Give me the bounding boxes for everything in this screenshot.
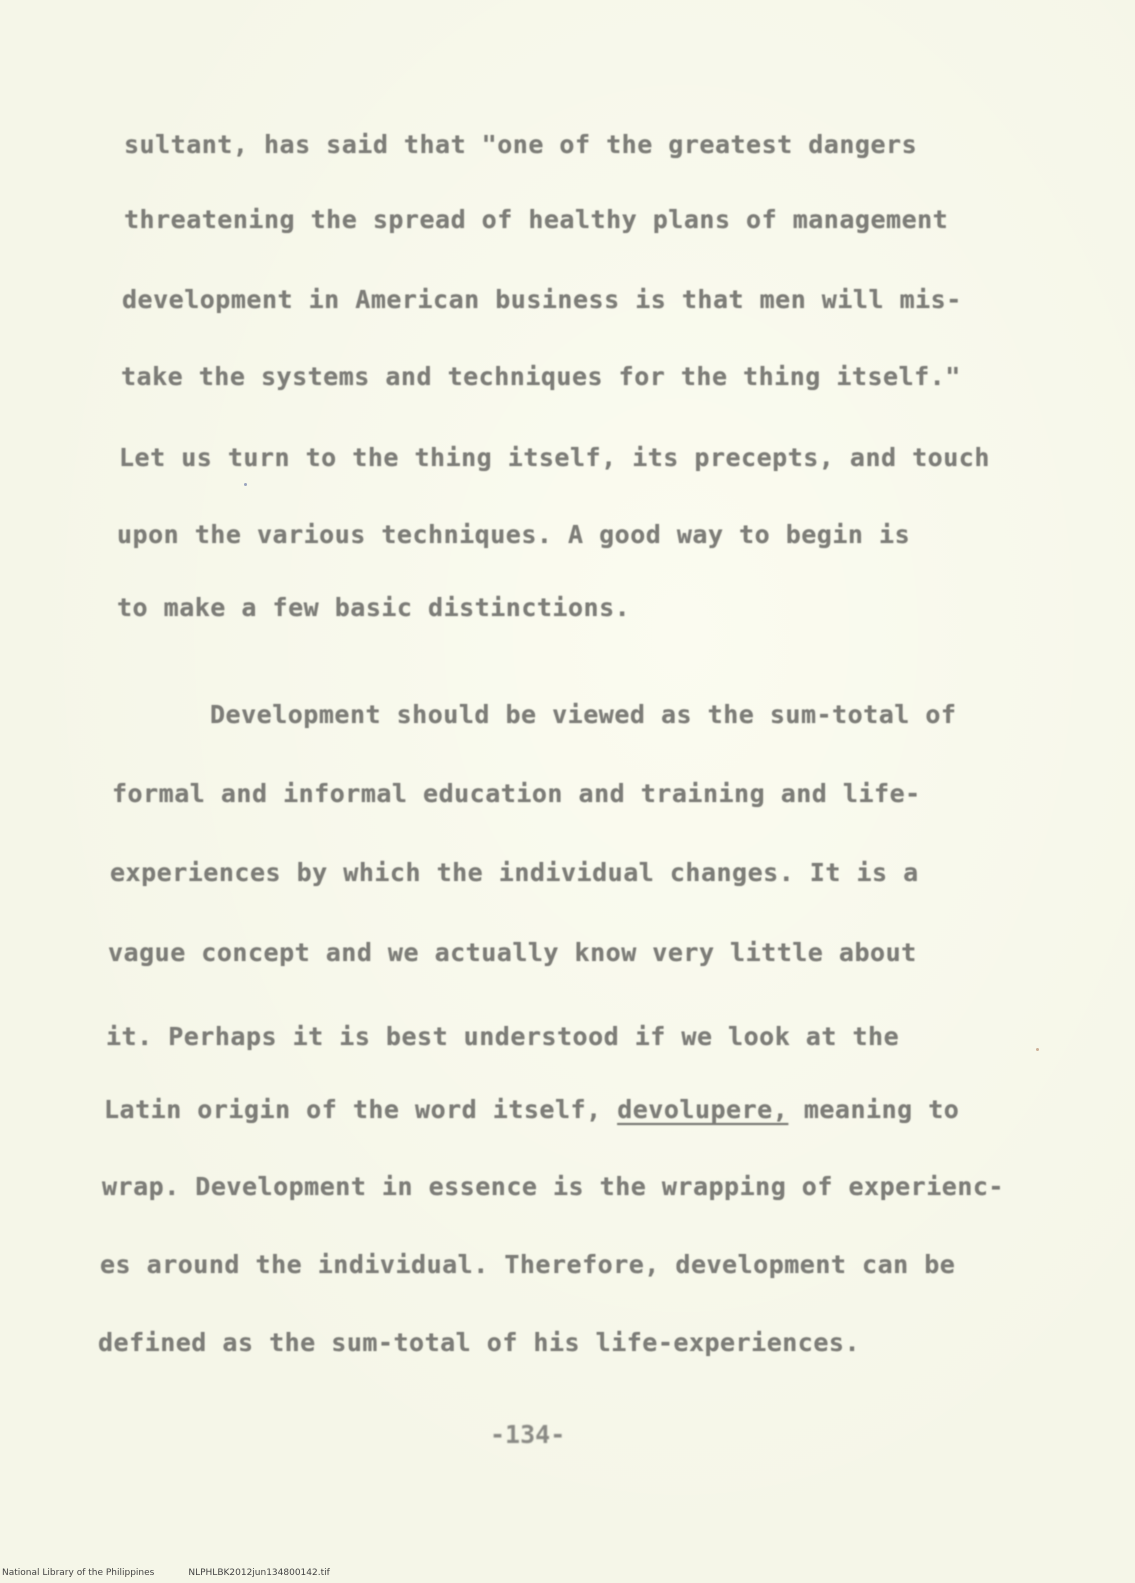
library-credit: National Library of the Philippines: [2, 1568, 155, 1578]
ink-speck: [244, 483, 247, 486]
scan-filename: NLPHLBK2012jun134800142.tif: [188, 1568, 330, 1578]
scan-footer: [2, 1568, 330, 1578]
text-line: [104, 1095, 959, 1124]
text-line: to make a few basic distinctions.: [117, 593, 631, 622]
text-segment: Latin origin of the word itself,: [104, 1095, 618, 1124]
text-segment: meaning to: [788, 1095, 960, 1124]
latin-term: devolupere,: [617, 1095, 789, 1124]
text-line: take the systems and techniques for the thing itself.": [121, 362, 961, 391]
text-line: threatening the spread of healthy plans of management: [124, 205, 949, 234]
text-line: es around the individual. Therefore, development can be: [100, 1250, 956, 1279]
text-line: experiences by which the individual changes. It is a: [110, 858, 919, 887]
text-line: it. Perhaps it is best understood if we look at the: [106, 1022, 900, 1051]
text-line: wrap. Development in essence is the wrapping of experienc-: [102, 1172, 1004, 1201]
text-line: development in American business is that men will mis-: [122, 285, 962, 314]
text-line: sultant, has said that "one of the greatest dangers: [124, 130, 918, 159]
text-line: defined as the sum-total of his life-experiences.: [98, 1328, 861, 1357]
text-line: formal and informal education and training and life-: [112, 779, 921, 808]
text-line: Development should be viewed as the sum-total of: [210, 700, 957, 729]
ink-speck: [1036, 1048, 1039, 1051]
text-line: upon the various techniques. A good way to begin is: [117, 520, 911, 549]
text-line: vague concept and we actually know very little about: [108, 938, 917, 967]
text-line: Let us turn to the thing itself, its precepts, and touch: [119, 443, 990, 472]
page-number: -134-: [490, 1420, 566, 1449]
